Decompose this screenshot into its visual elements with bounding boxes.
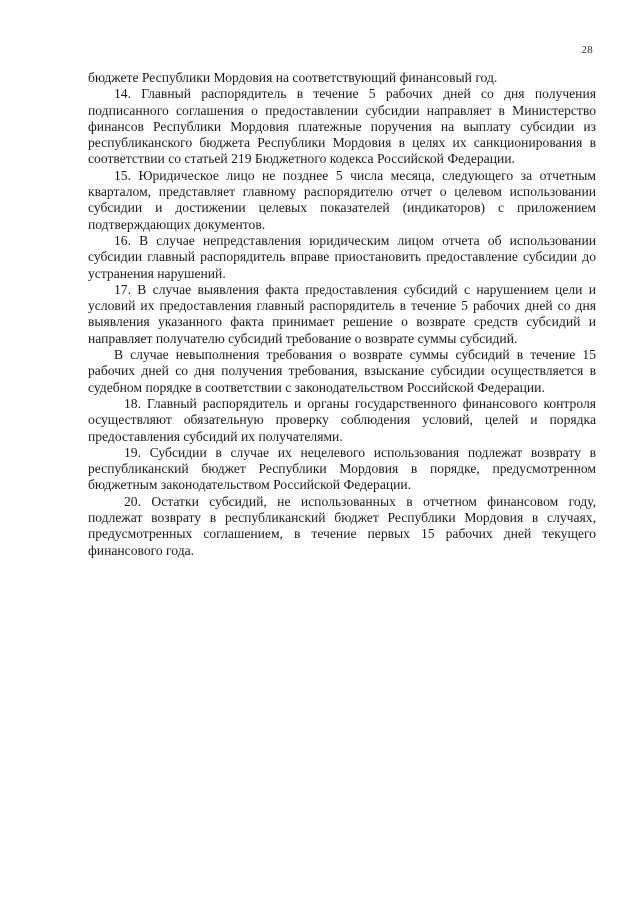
- paragraph-16: 16. В случае непредставления юридическим лицом отчета об использовании субсидии главный распорядитель вправе приостановить предоставление субсидии до устранения нарушений.: [88, 232, 596, 281]
- document-body: [88, 70, 596, 559]
- paragraph-20: 20. Остатки субсидий, не использованных в отчетном финансовом году, подлежат возврату в республиканский бюджет Республики Мордовия в случаях, предусмотренных соглашением, в течение первых 15 рабочих дней текущего финансового года.: [88, 493, 596, 558]
- paragraph-14: 14. Главный распорядитель в течение 5 рабочих дней со дня получения подписанного соглашения о предоставлении субсидии направляет в Министерство финансов Республики Мордовия платежные поручения на выплату субсидии из республиканского бюджета Республики Мордовия в целях их санкционирования в соответствии со статьей 219 Бюджетного кодекса Российской Федерации.: [88, 86, 596, 167]
- paragraph-15: 15. Юридическое лицо не позднее 5 числа месяца, следующего за отчетным кварталом, представляет главному распорядителю отчет о целевом использовании субсидии и достижении целевых показателей (индикаторов) с приложением подтверждающих документов.: [88, 167, 596, 232]
- paragraph-17-continued: В случае невыполнения требования о возврате суммы субсидий в течение 15 рабочих дней со дня получения требования, взыскание субсидии осуществляется в судебном порядке в соответствии с законодательством Российской Федерации.: [88, 347, 596, 395]
- paragraph-18: 18. Главный распорядитель и органы государственного финансового контроля осуществляют обязательную проверку соблюдения условий, целей и порядка предоставления субсидий их получателями.: [88, 395, 596, 444]
- paragraph-17: 17. В случае выявления факта предоставления субсидий с нарушением цели и условий их предоставления главный распорядитель в течение 5 рабочих дней со дня выявления указанного факта принимает решение о возврате средств субсидий и направляет получателю субсидий требование о возврате суммы субсидий.: [88, 281, 596, 346]
- paragraph-continuation: бюджете Республики Мордовия на соответствующий финансовый год.: [88, 70, 498, 85]
- paragraph-19: 19. Субсидии в случае их нецелевого использования подлежат возврату в республиканский бюджет Республики Мордовия в порядке, предусмотренном бюджетным законодательством Российской Федерации.: [88, 444, 596, 493]
- page-number: 28: [581, 44, 593, 56]
